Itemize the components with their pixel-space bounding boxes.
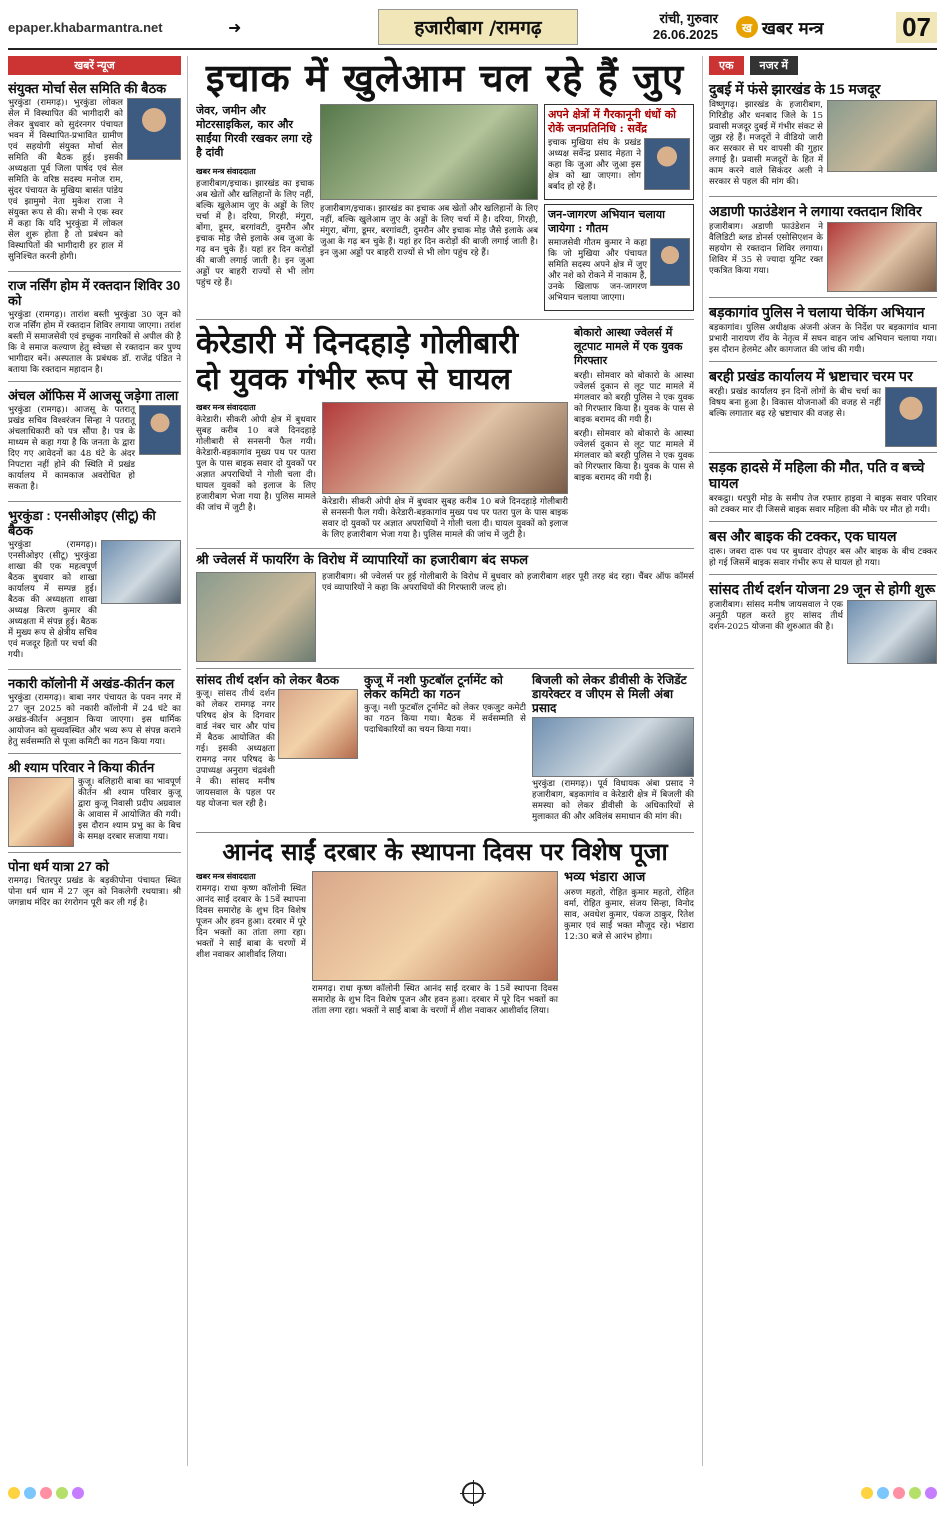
injured-photo <box>322 402 568 494</box>
quote-body: इचाक मुखिया संघ के प्रखंड अध्यक्ष सर्वेन्द्र प्रसाद मेहता ने कहा कि जुआ और जुआ इस क्षेत्र को खा जाएगा। लोग बर्बाद हो रहे हैं। <box>548 138 641 192</box>
page-number: 07 <box>896 12 937 43</box>
color-swatch <box>24 1487 36 1499</box>
color-swatch <box>925 1487 937 1499</box>
story-body: भुरकुंडा (रामगढ़)। आजसू के पतरातू प्रखंड सचिव विश्वरंजन सिन्हा ने पतरातू अंचलाधिकारी को पत्र सौंपा है। पत्र के माध्यम से कहा गया है कि जनता के द्वारा दिए गए आवेदनों का 48 घंटे के अंदर निपटारा नहीं होने की स्थिति में प्रखंड कार्यालय में कामकाज अवरोधित हो सकता है। <box>8 405 135 492</box>
story-body: हजारीबाग। अडाणी फाउंडेशन ने वैलिडिटी ब्लड डोनर्स एसोसिएशन के सहयोग से रक्तदान शिविर लगाया। शिविर में 35 से ज्यादा यूनिट रक्त एकत्रित किया गया। <box>709 222 823 276</box>
story-headline[interactable]: नकारी कॉलोनी में अखंड-कीर्तन कल <box>8 676 175 691</box>
story-body: रामगढ़। चितरपुर प्रखंड के बड़कीपोना पंचायत स्थित पोना धर्म धाम में 27 जून को निकलेगी रथयात्रा। श्री जगन्नाथ मंदिर का रंगरोगन पूरी कर ली गई है। <box>8 876 181 908</box>
epaper-url[interactable]: epaper.khabarmantra.net <box>8 19 163 35</box>
quote-headline: अपने क्षेत्रों में गैरकानूनी धंधों को रोकें जनप्रतिनिधि : सर्वेंद्र <box>548 108 677 135</box>
lead-byline: खबर मन्त्र संवाददाता <box>196 167 256 176</box>
registration-mark-icon <box>462 1482 484 1504</box>
anand-byline: खबर मन्त्र संवाददाता <box>196 872 256 881</box>
kicker-part-a: एक <box>709 56 744 75</box>
workers-photo <box>827 100 937 172</box>
reporter-photo <box>127 98 181 160</box>
lead-headline[interactable]: इचाक में खुलेआम चल रहे हैं जुए <box>205 56 685 100</box>
story-headline[interactable]: बरही प्रखंड कार्यालय में भ्रष्टाचार चरम पर <box>709 368 913 384</box>
left-column <box>8 56 188 1466</box>
bhandara-body: अरुण महतो, रोहित कुमार महतो, रोहित वर्मा, रोहित कुमार, संजय सिन्हा, विनोद साव, अवधेश कुमार, पंकज ठाकुर, रितेश कुमार एवं साईं भक्त मौजूद रहे। भंडारा 12:30 बजे से आरंभ होगा। <box>564 888 694 942</box>
middle-column <box>196 56 694 1466</box>
divider <box>709 574 937 575</box>
anand-body: रामगढ़। राधा कृष्ण कॉलोनी स्थित आनंद साईं दरबार के 15वें स्थापना दिवस समारोह के शुभ दिन विशेष पूजन और हवन हुआ। दरबार में पूरे दिन भक्तों का तांता लगा रहा। भक्तों ने साईं बाबा के चरणों में शीश नवाकर आशीर्वाद लिया। <box>196 884 306 960</box>
story-headline[interactable]: बस और बाइक की टक्कर, एक घायल <box>709 528 897 544</box>
brand-mark-icon: ख <box>736 16 758 38</box>
tirth-photo <box>847 600 937 664</box>
market-closed-photo <box>196 572 316 662</box>
divider <box>709 297 937 298</box>
story-headline[interactable]: बड़कागांव पुलिस ने चलाया चेकिंग अभियान <box>709 304 925 320</box>
kirtan-photo <box>8 777 74 847</box>
story-body: विष्णुगढ़। झारखंड के हजारीबाग, गिरिडीह और धनबाद जिले के 15 प्रवासी मजदूर दुबई में गंभीर संकट से जूझ रहे हैं। मजदूरों ने वीडियो जारी कर सरकार से घर वापसी की गुहार लगाई है। प्रवासी मजदूरों के हित में काम करने वाले सिकंदर अली ने सरकार से पहल की मांग की। <box>709 100 823 187</box>
story-body: हजारीबाग। सांसद मनीष जायसवाल ने एक अनूठी पहल करते हुए सांसद तीर्थ दर्शन-2025 योजना की शुरुआत की है। <box>709 600 843 632</box>
gautam-photo <box>650 238 690 286</box>
dateline-date: 26.06.2025 <box>652 27 718 42</box>
jewel-headline[interactable]: श्री ज्वेलर्स में फायरिंग के विरोध में व्यापारियों का हजारीबाग बंद सफल <box>196 553 529 568</box>
color-swatch <box>40 1487 52 1499</box>
right-column <box>702 56 937 1466</box>
electric-meeting-photo <box>532 717 694 777</box>
story-body: भुरकुंडा (रामगढ़)। बाबा नगर पंचायत के पवन नगर में 27 जून 2025 को नकारी कॉलोनी में 24 घंटे का अखंड-कीर्तन अनुष्ठान किया जाएगा। इस धार्मिक आयोजन को सुव्यवस्थित और भव्य रूप से संपन्न कराने हेतु सर्वसम्मति से पूजा कमिटी का गठन किया गया। <box>8 693 181 747</box>
story-headline[interactable]: श्री श्याम परिवार ने किया कीर्तन <box>8 760 155 775</box>
divider <box>709 196 937 197</box>
divider <box>8 271 181 272</box>
color-swatch <box>72 1487 84 1499</box>
story-headline[interactable]: भुरकुंडा : एनसीओइए (सीटू) की बैठक <box>8 508 156 538</box>
bhandara-headline[interactable]: भव्य भंडारा आज <box>564 870 646 885</box>
bokaro-headline[interactable]: बोकारो आस्था ज्वेलर्स में लूटपाट मामले में एक युवक गिरफ्तार <box>574 326 683 367</box>
color-swatch <box>909 1487 921 1499</box>
print-registration-strip <box>8 1478 937 1508</box>
jewel-body: हजारीबाग। श्री ज्वेलर्स पर हुई गोलीबारी के विरोध में बुधवार को हजारीबाग शहर पूरी तरह बंद रहा। चैंबर ऑफ कॉमर्स एवं व्यापारियों ने कहा कि अपराधियों की गिरफ्तारी जल्द हो। <box>322 572 694 593</box>
color-swatch <box>877 1487 889 1499</box>
crime-byline: खबर मन्त्र संवाददाता <box>196 403 256 412</box>
color-swatch <box>893 1487 905 1499</box>
divider <box>709 452 937 453</box>
kicker-part-b: नजर में <box>750 56 798 75</box>
anand-body-cont: रामगढ़। राधा कृष्ण कॉलोनी स्थित आनंद साईं दरबार के 15वें स्थापना दिवस समारोह के शुभ दिन विशेष पूजन और हवन हुआ। दरबार में पूरे दिन भक्तों का तांता लगा रहा। भक्तों ने साईं बाबा के चरणों में शीश नवाकर आशीर्वाद लिया। <box>312 984 558 1016</box>
story-headline[interactable]: पोना धर्म यात्रा 27 को <box>8 859 109 874</box>
crime-body-cont: केरेडारी। सीकरी ओपी क्षेत्र में बुधवार सुबह करीब 10 बजे दिनदहाड़े गोलीबारी से सनसनी फैल गयी। केरेडारी-बड़कागांव मुख्य पथ पर पतरा पुल के पास बाइक सवार दो युवकों पर अज्ञात अपराधियों ने गोली चला दी। घायल युवकों को इलाज के लिए हजारीबाग भेजा गया है। पुलिस मामले की जांच में जुटी है। <box>322 497 568 540</box>
tournament-headline[interactable]: कुजू में नशी फुटबॉल टूर्नामेंट को लेकर कमिटी का गठन <box>364 673 503 701</box>
tournament-body: कुजू। नशी फुटबॉल टूर्नामेंट को लेकर एकजुट कमेटी का गठन किया गया। बैठक में सर्वसम्मति से पदाधिकारियों का चयन किया गया। <box>364 703 526 735</box>
date-block <box>618 11 718 43</box>
crime-headline-line1[interactable]: केरेडारी में दिनदहाड़े गोलीबारी <box>196 326 519 361</box>
tirth-meeting-photo <box>278 689 358 759</box>
electric-headline[interactable]: बिजली को लेकर डीवीसी के रेजिडेंट डायरेक्टर व जीएम से मिली अंबा प्रसाद <box>532 673 687 715</box>
story-body: भुरकुंडा (रामगढ़)। एनसीओइए (सीटू) भुरकुंडा शाखा की एक महत्वपूर्ण बैठक बुधवार को शाखा कार्यालय में सम्पन्न हुई। बैठक की अध्यक्षता शाखा अध्यक्ष किरण कुमार की अध्यक्षता में संपन्न हुई। बैठक में मुख्य रूप से क्षेत्रीय सचिव एवं मजदूर हितों पर चर्चा की गयी। <box>8 540 97 660</box>
gambling-photo <box>320 104 538 200</box>
story-headline[interactable]: सांसद तीर्थ दर्शन योजना 29 जून से होगी शुरू <box>709 581 936 597</box>
divider <box>8 381 181 382</box>
electric-body: भुरकुंडा (रामगढ़)। पूर्व विधायक अंबा प्रसाद ने हजारीबाग, बड़कागांव व केरेडारी क्षेत्र में बिजली की समस्या को लेकर डीवीसी के अधिकारियों से मुलाकात की और अविलंब समाधान की मांग की। <box>532 779 694 822</box>
story-body: दारू। जबरा दारू पथ पर बुधवार दोपहर बस और बाइक के बीच टक्कर हो गई जिसमें बाइक सवार गंभीर रूप से घायल हो गया। <box>709 547 937 568</box>
tirth-headline[interactable]: सांसद तीर्थ दर्शन को लेकर बैठक <box>196 673 340 687</box>
aside-headline: जन-जागरण अभियान चलाया जायेगा : गौतम <box>548 208 665 235</box>
color-swatch <box>56 1487 68 1499</box>
meeting-photo <box>101 540 181 604</box>
color-swatch <box>8 1487 20 1499</box>
lead-body-cont: हजारीबाग/इचाक। झारखंड का इचाक अब खेतों और खलिहानों के लिए नहीं, बल्कि खुलेआम जुए के अड्डों के लिए चर्चा में है। दरिया, गिरही, मंगुरा, बोंगा, डूमर, बरगांवटी, दुमरौन और इचाक मोड़ जैसे इलाके अब जुआ के गढ़ बन चुके हैं। यहां हर दिन करोड़ों की बाजी लगाई जाती है। इन जुआ अड्डों पर बाहरी राज्यों से भी लोग पहुंच रहे हैं। <box>320 204 538 258</box>
color-swatch <box>861 1487 873 1499</box>
divider <box>8 753 181 754</box>
crime-headline-line2[interactable]: दो युवक गंभीर रूप से घायल <box>196 362 511 397</box>
bokaro-body: बरही। सोमवार को बोकारो के आस्था ज्वेलर्स दुकान से लूट पाट मामले में मंगलवार को बरही पुलिस ने एक युवक को गिरफ्तार किया है। युवक के पास से बाइक बरामद की गयी है। <box>574 371 694 425</box>
divider <box>709 521 937 522</box>
blood-donation-photo <box>827 222 937 292</box>
section-title: हजारीबाग /रामगढ़ <box>378 9 578 45</box>
brand-name: खबर मन्त्र <box>762 18 824 39</box>
divider <box>8 501 181 502</box>
brand-logo <box>736 16 824 39</box>
story-headline[interactable]: अंचल ऑफिस में आजसू जड़ेगा ताला <box>8 388 179 403</box>
page-header <box>8 6 937 50</box>
crime-body: केरेडारी। सीकरी ओपी क्षेत्र में बुधवार सुबह करीब 10 बजे दिनदहाड़े गोलीबारी से सनसनी फैल गयी। केरेडारी-बड़कागांव मुख्य पथ पर पतरा पुल के पास बाइक सवार दो युवकों पर अज्ञात अपराधियों ने गोली चला दी। घायल युवकों को इलाज के लिए हजारीबाग भेजा गया है। पुलिस मामले की जांच में जुटी है। <box>196 415 316 513</box>
color-dots-left <box>8 1487 84 1499</box>
color-dots-right <box>861 1487 937 1499</box>
story-body: कुजू। बलिहारी बाबा का भावपूर्ण कीर्तन श्री श्याम परिवार कुजू द्वारा कुजू निवासी प्रदीप अग्रवाल के आवास में आयोजित की गयी। इस दौरान श्याम प्रभु का के बिच के समक्ष दरबार सजाया गया। <box>78 777 181 842</box>
story-headline[interactable]: राज नर्सिंग होम में रक्तदान शिविर 30 को <box>8 278 181 308</box>
person-photo <box>885 387 937 447</box>
story-headline[interactable]: संयुक्त मोर्चा सेल समिति की बैठक <box>8 81 167 96</box>
story-headline[interactable]: दुबई में फंसे झारखंड के 15 मजदूर <box>709 81 881 97</box>
divider <box>709 361 937 362</box>
story-body: बरकट्ठा। धरपुरी मोड़ के समीप तेज रफ्तार हाइवा ने बाइक सवार परिवार को टक्कर मार दी जिससे बाइक सवार महिला की मौके पर मौत हो गयी। <box>709 494 937 515</box>
divider <box>8 669 181 670</box>
tirth-body: कुजू। सांसद तीर्थ दर्शन को लेकर रामगढ़ नगर परिषद क्षेत्र के दिगवार वार्ड नंबर चार और पांच में बैठक आयोजित की गई। इसकी अध्यक्षता रामगढ़ नगर परिषद के उपाध्यक्ष अनुराग चंद्रवंशी ने की। सांसद मनीष जायसवाल के पहल पर यह योजना चल रही है। <box>196 689 275 809</box>
story-headline[interactable]: सड़क हादसे में महिला की मौत, पति व बच्चे घायल <box>709 459 925 491</box>
anand-headline[interactable]: आनंद साईं दरबार के स्थापना दिवस पर विशेष पूजा <box>222 837 668 866</box>
story-body: भुरकुंडा (रामगढ़)। तारांश बस्ती भुरकुंडा 30 जून को राज नर्सिंग होम में रक्तदान शिविर लगाया जाएगा। तरांश बस्ती में समाजसेवी एवं इच्छुक नागरिकों से अपील की है कि वे समाज कल्याण हेतु स्वेच्छा से रक्तदान कर पुण्य भागीदार बनें। अस्पताल के प्रबंधक डॉ. राजेंद्र पंडित ने बताया कि रक्तदान महादान है। <box>8 310 181 375</box>
lead-subheadline: जेवर, जमीन और मोटरसाइकिल, कार और साईंया गिरवी रखकर लगा रहे है दांवी <box>196 104 313 159</box>
story-body: भुरकुंडा (रामगढ़)। भुरकुंडा लोकल सेल में विस्थापित की भागीदारी को लेकर बुधवार को सुदंरनगर पंचायत भवन में विस्थापित-प्रभावित ग्रामीण एवं सहयोगी संयुक्त मोर्चा सेल समिति की बैठक हुई। इसकी अध्यक्षता पूर्व जिला पार्षद एवं सेल समिति के वरिष्ठ सदस्य मनोज राम, सुंदर पंचायत के मुखिया बासंत पांडेय एवं झामुमो नेता मुकेश राजा ने संयुक्त रूप से की। सभी ने एक स्वर में कहा कि यदि भुरकुंडा में लोकल सेल शुरू होता है तो प्रबंधन को विस्थापितों की भागीदारी हर हाल में सुनिश्चित करनी होगी। <box>8 98 123 262</box>
puja-photo <box>312 871 558 981</box>
person-photo <box>139 405 181 455</box>
mukhiya-photo <box>644 138 690 190</box>
lead-body: हजारीबाग/इचाक। झारखंड का इचाक अब खेतों और खलिहानों के लिए नहीं, बल्कि खुलेआम जुए के अड्डों के लिए चर्चा में है। दरिया, गिरही, मंगुरा, बोंगा, डूमर, बरगांवटी, दुमरौन और इचाक मोड़ जैसे इलाके अब जुआ के गढ़ बन चुके हैं। यहां हर दिन करोड़ों की बाजी लगाई जाती है। इन जुआ अड्डों पर बाहरी राज्यों से भी लोग पहुंच रहे हैं। <box>196 179 314 288</box>
cursor-arrow-icon: ➜ <box>228 17 242 37</box>
divider <box>8 852 181 853</box>
aside-body: समाजसेवी गौतम कुमार ने कहा कि जो मुखिया और पंचायत समिति सदस्य अपने क्षेत्र में जुए और नशे को रोकने में नाकाम हैं, उनके खिलाफ जन-जागरण अभियान चलाया जाएगा। <box>548 238 647 303</box>
left-kicker: खबरें न्यूज <box>8 56 181 75</box>
bokaro-body-cont: बरही। सोमवार को बोकारो के आस्था ज्वेलर्स दुकान से लूट पाट मामले में मंगलवार को बरही पुलिस ने एक युवक को गिरफ्तार किया है। युवक के पास से बाइक बरामद की गयी है। <box>574 429 694 483</box>
right-kicker <box>709 56 937 75</box>
story-headline[interactable]: अडाणी फाउंडेशन ने लगाया रक्तदान शिविर <box>709 203 922 219</box>
story-body: बरही। प्रखंड कार्यालय इन दिनों लोगों के बीच चर्चा का विषय बना हुआ है। विकास योजनाओं की वजह से नहीं बल्कि लगातार बढ़ रहे भ्रष्टाचार की वजह से। <box>709 387 881 419</box>
story-body: बड़कागांव। पुलिस अधीक्षक अंजनी अंजन के निर्देश पर बड़कागांव थाना प्रभारी नारायण रॉय के नेतृत्व में सघन वाहन जांच अभियान चलाया गया। इस दौरान हेलमेट और कागजात की जांच की गयी। <box>709 323 937 355</box>
dateline-city-day: रांची, गुरुवार <box>659 11 718 26</box>
